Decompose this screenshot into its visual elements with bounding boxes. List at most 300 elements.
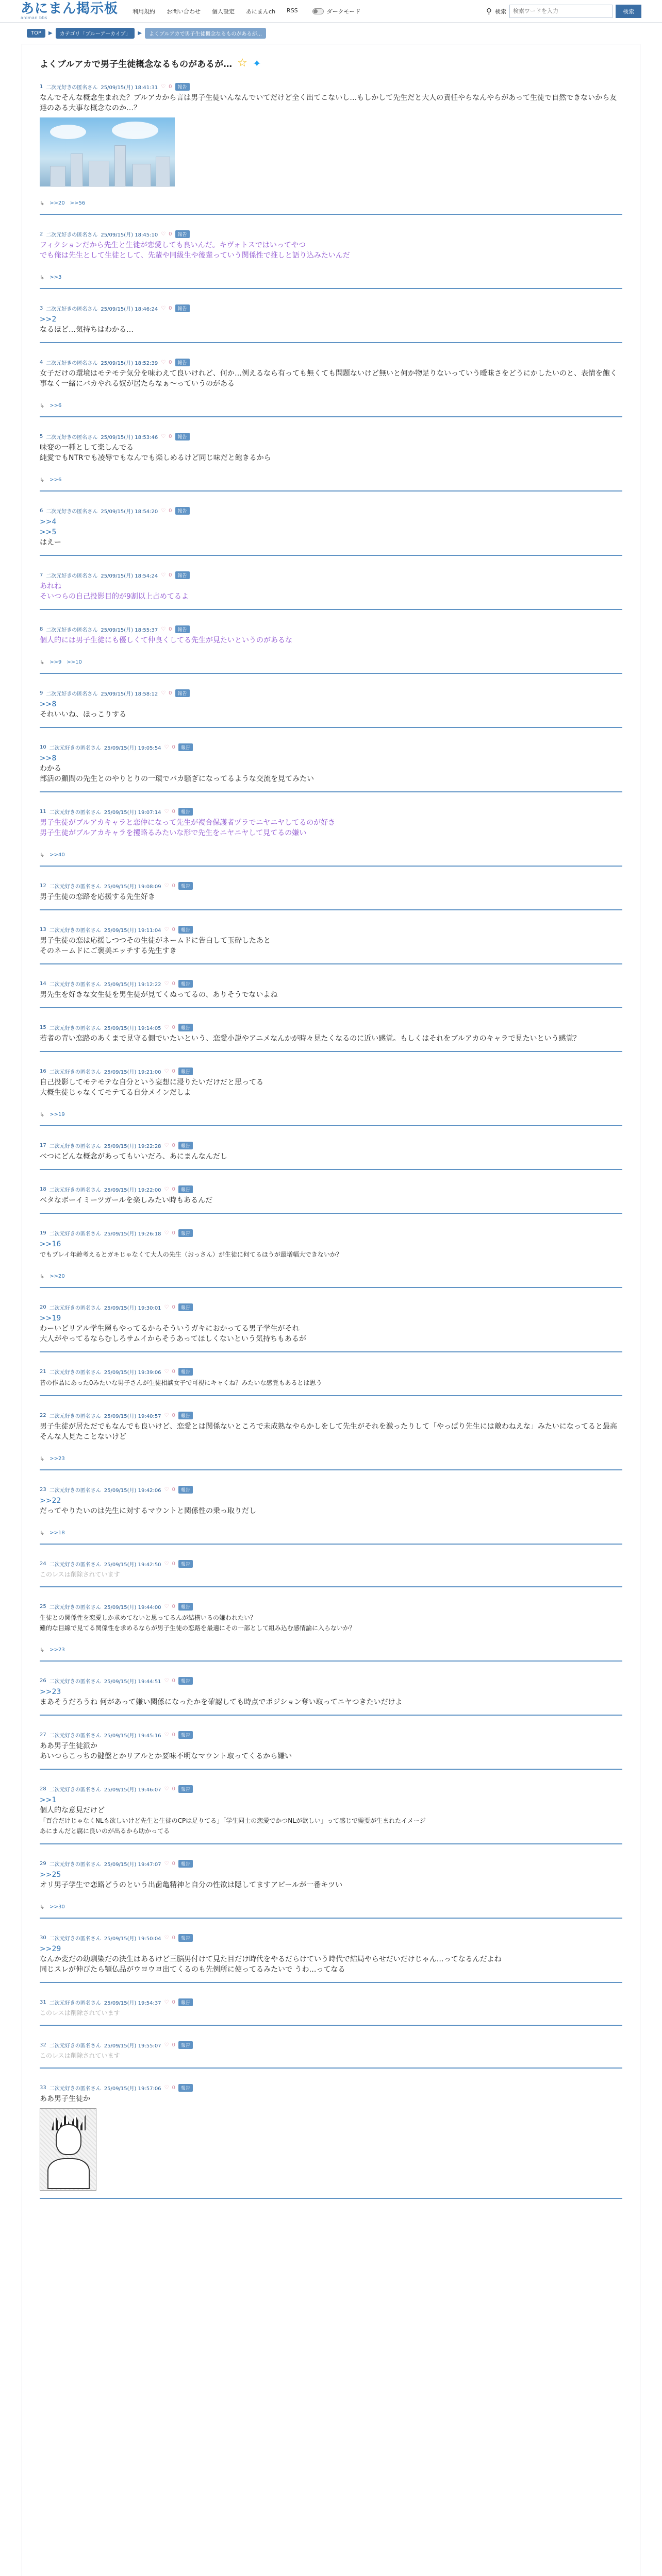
post-body-line: 大概生徒じゃなくてモテてる自分メインだしよ [40,1089,191,1097]
good-heart-icon[interactable]: ♡ [164,2085,169,2091]
thread-container [22,44,640,2576]
reply-arrow-icon: ↳ [40,659,45,666]
post-body-line: 「百合だけじゃなくNLも欲しいけど先生と生徒のCPは足りてる」「学生同士の恋愛でかつNLが欲しい」って感じで需要が生まれたイメージ [40,1817,426,1824]
good-heart-icon[interactable]: ♡ [164,1187,169,1192]
reply-link[interactable]: >>20 [49,200,65,206]
search-input[interactable] [509,5,613,18]
post-number[interactable]: 13 [40,927,46,933]
post-item [40,1067,622,1126]
report-button[interactable]: 報告 [178,808,193,816]
poster-name: 二次元好きの匿名さん [49,2086,101,2092]
report-button[interactable]: 報告 [178,1785,193,1793]
post-body-line: はえー [40,538,61,547]
top-nav [133,7,298,15]
post-number[interactable]: 29 [40,1861,46,1867]
post-time: 25/09/15(月) 18:41:31 [101,85,158,91]
post-header [40,926,622,934]
twitter-share-icon[interactable]: ✦ [252,57,261,70]
post-number[interactable]: 4 [40,360,43,365]
reply-links [40,1273,622,1280]
post-body-line: だってやりたいのは先生に対するマウントと関係性の乗っ取りだし [40,1507,256,1515]
good-heart-icon[interactable]: ♡ [164,1861,169,1867]
post-item [40,1934,622,1983]
report-button[interactable]: 報告 [175,625,190,633]
report-button[interactable]: 報告 [178,1185,193,1193]
post-body-line: それいいね、ほっこりする [40,710,126,719]
post-header [40,882,622,890]
good-count: 0 [172,1143,175,1148]
post-time: 25/09/15(月) 19:05:54 [104,745,161,751]
good-heart-icon[interactable]: ♡ [161,572,166,578]
deleted-notice: このレスは削除されています [40,2052,120,2059]
good-heart-icon[interactable]: ♡ [161,84,166,90]
good-heart-icon[interactable]: ♡ [161,360,166,365]
poster-name: 二次元好きの匿名さん [49,1070,101,1075]
reply-links [40,659,622,666]
reply-link[interactable]: >>9 [49,659,62,665]
good-heart-icon[interactable]: ♡ [161,306,166,311]
poster-name: 二次元好きの匿名さん [49,1488,101,1494]
poster-name: 二次元好きの匿名さん [49,1144,101,1149]
post-body-line: ああ男子生徒派か [40,1742,97,1750]
post-number[interactable]: 3 [40,306,43,311]
reply-link[interactable]: >>23 [49,1456,65,1462]
post-number[interactable]: 10 [40,744,46,750]
reply-link[interactable]: >>10 [67,659,82,665]
post-item [40,1785,622,1844]
post-number[interactable]: 11 [40,809,46,815]
good-heart-icon[interactable]: ♡ [164,2042,169,2048]
good-heart-icon[interactable]: ♡ [164,1561,169,1567]
post-number[interactable]: 1 [40,84,43,90]
good-heart-icon[interactable]: ♡ [164,1230,169,1236]
post-number[interactable]: 32 [40,2042,46,2048]
reply-links [40,477,622,483]
good-count: 0 [172,1561,175,1567]
post-time: 25/09/15(月) 19:54:37 [104,2001,161,2006]
poster-name: 二次元好きの匿名さん [46,361,98,366]
post-number[interactable]: 31 [40,1999,46,2005]
good-heart-icon[interactable]: ♡ [164,1604,169,1609]
post-body-line: でもプレイ年齢考えるとガキじゃなくて大人の先生（おっさん）が生徒に何てるほうが最増幅大できないか？ [40,1251,342,1258]
anchor-link[interactable]: >>5 [40,528,57,536]
post-number[interactable]: 30 [40,1935,46,1941]
good-heart-icon[interactable]: ♡ [164,1935,169,1941]
post-header [40,980,622,988]
post-time: 25/09/15(月) 19:07:14 [104,810,161,816]
post-number[interactable]: 12 [40,883,46,889]
post-number[interactable]: 19 [40,1230,46,1236]
post-body-line: わーいどリアル学生層もやってるからそういうガキにおかってる男子学生がそれ [40,1325,300,1333]
good-count: 0 [169,84,172,90]
good-heart-icon[interactable]: ♡ [164,744,169,750]
report-button[interactable]: 報告 [178,1229,193,1237]
post-header [40,1067,622,1075]
report-button[interactable]: 報告 [178,980,193,988]
post-item [40,1368,622,1396]
report-button[interactable]: 報告 [178,926,193,934]
report-button[interactable]: 報告 [178,1412,193,1419]
post-time: 25/09/15(月) 19:57:06 [104,2086,161,2092]
good-count: 0 [169,572,172,578]
breadcrumb-thread[interactable]: よくブルアカで男子生徒概念なるものがあるが... [145,28,266,39]
poster-name: 二次元好きの匿名さん [49,1605,101,1611]
post-number[interactable]: 28 [40,1786,46,1792]
nav-terms[interactable]: 利用規約 [133,8,156,15]
anchor-link[interactable]: >>19 [40,1314,61,1323]
good-count: 0 [172,1786,175,1792]
post-header [40,2084,622,2092]
post-number[interactable]: 26 [40,1678,46,1684]
good-heart-icon[interactable]: ♡ [161,508,166,514]
post-number[interactable]: 14 [40,981,46,987]
good-heart-icon[interactable]: ♡ [164,809,169,815]
report-button[interactable]: 報告 [178,2084,193,2092]
reply-link[interactable]: >>56 [70,200,86,206]
post-header [40,571,622,579]
report-button[interactable]: 報告 [178,882,193,890]
good-heart-icon[interactable]: ♡ [164,1413,169,1418]
site-logo[interactable] [21,2,118,20]
good-heart-icon[interactable]: ♡ [161,626,166,632]
post-time: 25/09/15(月) 18:52:39 [101,361,158,366]
reply-arrow-icon: ↳ [40,1904,45,1910]
reply-link[interactable]: >>30 [49,1904,65,1910]
good-count: 0 [169,360,172,365]
anchor-link[interactable]: >>29 [40,1945,61,1953]
post-time: 25/09/15(月) 19:44:51 [104,1679,161,1685]
post-header [40,1860,622,1868]
reply-link[interactable]: >>23 [49,1647,65,1653]
post-item [40,1603,622,1662]
post-number[interactable]: 21 [40,1369,46,1375]
post-number[interactable]: 6 [40,508,43,514]
anchor-link[interactable]: >>8 [40,700,57,708]
reply-arrow-icon: ↳ [40,274,45,281]
anchor-link[interactable]: >>16 [40,1240,61,1248]
reply-link[interactable]: >>19 [49,1112,65,1117]
report-button[interactable]: 報告 [178,2041,193,2049]
post-number[interactable]: 8 [40,626,43,632]
post-header [40,1303,622,1311]
post-number[interactable]: 22 [40,1413,46,1418]
quote-line: 男子生徒がブルアカキャラを攫略るみたいな形で先生をニヤニヤして見てるの嫌い [40,829,307,837]
report-button[interactable]: 報告 [175,359,190,366]
nav-contact[interactable]: お問い合わせ [167,8,201,15]
dark-mode-toggle[interactable] [312,7,361,15]
logo-text: あにまん掲示板 [21,1,119,16]
post-item [40,83,622,215]
post-body-line: 男先生を好きな女生徒を男生徒が見てくぬってるの、ありそうでないよね [40,991,278,999]
post-item [40,980,622,1008]
post-item [40,2084,622,2199]
poster-name: 二次元好きの匿名さん [49,745,101,751]
reply-links [40,852,622,858]
report-button[interactable]: 報告 [175,83,190,91]
good-heart-icon[interactable]: ♡ [164,883,169,889]
anchor-link[interactable]: >>2 [40,315,57,324]
reply-arrow-icon: ↳ [40,402,45,409]
post-header [40,1185,622,1193]
post-body-line: ベタなボーイミーツガールを楽しみたい時もあるんだ [40,1196,213,1205]
poster-name: 二次元好きの匿名さん [49,884,101,890]
post-number[interactable]: 2 [40,231,43,237]
quote-line: でも俺は先生として生徒として、先輩や同級生や後輩っていう関係性で推しと語り込みたいんだ [40,251,350,260]
post-time: 25/09/15(月) 19:50:04 [104,1936,161,1942]
post-header [40,1731,622,1739]
nav-rss[interactable]: RSS [287,7,298,14]
deleted-notice: このレスは削除されています [40,2009,120,2016]
post-body-line: 女子だけの環境はモテモテ気分を味わえて良いけれど、何か…例えるなら有っても無くても問題ないけど無いと何か物足りないっていう曖昧さをどうにかしたいのと、表情を飽く事なく一緒にバカやれる奴が居たらなぁ～っていうのがある [40,369,617,388]
post-body-line: 自己投影してモテモテな自分という妄想に浸りたいだけだと思ってる [40,1078,263,1087]
breadcrumb-category[interactable]: カテゴリ「ブルーアーカイブ」 [56,28,135,39]
good-heart-icon[interactable]: ♡ [161,231,166,237]
breadcrumb [0,23,662,39]
post-time: 25/09/15(月) 18:58:12 [101,691,158,697]
post-time: 25/09/15(月) 19:40:57 [104,1414,161,1419]
post-item [40,1142,622,1170]
reply-link[interactable]: >>6 [49,477,62,483]
good-heart-icon[interactable]: ♡ [164,1304,169,1310]
anchor-link[interactable]: >>4 [40,518,57,526]
post-header [40,1785,622,1793]
reply-link[interactable]: >>40 [49,852,65,858]
post-time: 25/09/15(月) 19:22:28 [104,1144,161,1149]
report-button[interactable]: 報告 [178,1998,193,2006]
post-body-line: 部活の顧問の先生とのやりとりの一環でバカ騒ぎになってるような交流を見てみたい [40,775,314,783]
post-body-line: なるほど…気持ちはわかる… [40,326,134,334]
poster-name: 二次元好きの匿名さん [49,1679,101,1685]
reply-links [40,200,622,207]
good-heart-icon[interactable]: ♡ [164,927,169,933]
good-count: 0 [169,306,172,311]
good-heart-icon[interactable]: ♡ [164,1369,169,1375]
report-button[interactable]: 報告 [178,1024,193,1031]
report-button[interactable]: 報告 [178,1560,193,1568]
post-body-line: そのネームドにご褒美エッチする先生すき [40,947,177,955]
report-button[interactable]: 報告 [178,743,193,751]
search-area [486,5,641,18]
post-number[interactable]: 25 [40,1604,46,1609]
post-time: 25/09/15(月) 18:53:46 [101,435,158,440]
poster-name: 二次元好きの匿名さん [49,1370,101,1376]
report-button[interactable]: 報告 [178,1142,193,1149]
good-count: 0 [172,2042,175,2048]
report-button[interactable]: 報告 [178,1677,193,1685]
post-item [40,1677,622,1716]
post-header [40,1412,622,1419]
good-count: 0 [172,1604,175,1609]
good-count: 0 [169,231,172,237]
anchor-link[interactable]: >>23 [40,1688,61,1696]
report-button[interactable]: 報告 [178,1731,193,1739]
good-heart-icon[interactable]: ♡ [164,1025,169,1030]
report-button[interactable]: 報告 [178,1303,193,1311]
post-number[interactable]: 18 [40,1187,46,1192]
post-number[interactable]: 7 [40,572,43,578]
good-count: 0 [172,981,175,987]
good-heart-icon[interactable]: ♡ [164,1678,169,1684]
post-number[interactable]: 5 [40,434,43,439]
good-count: 0 [172,1187,175,1192]
good-heart-icon[interactable]: ♡ [164,981,169,987]
good-count: 0 [169,434,172,439]
post-item [40,1860,622,1919]
post-header [40,808,622,816]
report-button[interactable]: 報告 [178,1368,193,1376]
post-item [40,1185,622,1214]
report-button[interactable]: 報告 [178,1860,193,1868]
post-number[interactable]: 16 [40,1069,46,1074]
report-button[interactable]: 報告 [178,1067,193,1075]
post-header [40,304,622,312]
post-time: 25/09/15(月) 19:14:05 [104,1026,161,1031]
good-heart-icon[interactable]: ♡ [164,1143,169,1148]
post-header [40,1229,622,1237]
post-item [40,571,622,610]
quote-line: 個人的には男子生徒にも優しくて仲良くしてる先生が見たいというのがあるな [40,636,292,645]
anchor-link[interactable]: >>25 [40,1871,61,1879]
report-button[interactable]: 報告 [178,1934,193,1942]
toggle-switch-icon[interactable] [312,8,324,14]
report-button[interactable]: 報告 [175,689,190,697]
good-count: 0 [172,809,175,815]
poster-name: 二次元好きの匿名さん [49,2043,101,2049]
post-number[interactable]: 27 [40,1732,46,1738]
anchor-link[interactable]: >>8 [40,754,57,762]
good-heart-icon[interactable]: ♡ [164,1786,169,1792]
post-header [40,743,622,751]
good-count: 0 [172,1304,175,1310]
report-button[interactable]: 報告 [175,230,190,238]
reply-link[interactable]: >>3 [49,275,62,280]
good-heart-icon[interactable]: ♡ [164,1732,169,1738]
poster-name: 二次元好きの匿名さん [49,1026,101,1031]
reply-links [40,1530,622,1536]
poster-name: 二次元好きの匿名さん [46,307,98,312]
post-time: 25/09/15(月) 19:30:01 [104,1306,161,1311]
post-header [40,1024,622,1031]
post-number[interactable]: 23 [40,1487,46,1493]
reply-link[interactable]: >>20 [49,1274,65,1279]
post-body-line: 同じスレが伸びたら顎仏品がウヨウヨ出てくるのも先例所に使ってるみたいで うわ…ってなる [40,1965,345,1974]
post-number[interactable]: 33 [40,2085,46,2091]
anchor-link[interactable]: >>1 [40,1796,57,1804]
search-label: 検索 [495,8,506,15]
good-heart-icon[interactable]: ♡ [164,1487,169,1493]
good-heart-icon[interactable]: ♡ [164,1069,169,1074]
good-count: 0 [172,1678,175,1684]
post-body-line: なんでそんな概念生まれた？ブルアカから言は男子生徒いんなんでいてだけど全く出てこないし…もしかして先生だと大人の責任やらなんやらがあって生徒で自然できないから友達のある大事な概念なのか…？ [40,94,617,112]
good-count: 0 [172,1025,175,1030]
post-number[interactable]: 15 [40,1025,46,1030]
good-count: 0 [172,744,175,750]
deleted-notice: このレスは削除されています [40,1571,120,1578]
report-button[interactable]: 報告 [178,1486,193,1494]
nav-animanch[interactable]: あにまんch [246,8,276,15]
post-time: 25/09/15(月) 18:45:10 [101,232,158,238]
favorite-star-icon[interactable]: ☆ [237,57,247,70]
good-heart-icon[interactable]: ♡ [164,1999,169,2005]
report-button[interactable]: 報告 [178,1603,193,1611]
good-count: 0 [169,508,172,514]
good-count: 0 [172,1999,175,2005]
good-count: 0 [172,1413,175,1418]
reply-link[interactable]: >>6 [49,403,62,409]
report-button[interactable]: 報告 [175,507,190,515]
report-button[interactable]: 報告 [175,571,190,579]
post-number[interactable]: 20 [40,1304,46,1310]
post-body-line: そんな人見たことないけど [40,1433,126,1441]
reply-arrow-icon: ↳ [40,1647,45,1653]
post-header [40,1998,622,2006]
reply-links [40,1455,622,1462]
post-number[interactable]: 9 [40,690,43,696]
post-body-line: 純愛でもNTRでも凌辱でもなんでも楽しめるけど同じ味だと飽きるから [40,454,271,462]
post-item [40,689,622,728]
report-button[interactable]: 報告 [175,433,190,440]
post-time: 25/09/15(月) 18:54:24 [101,573,158,579]
good-heart-icon[interactable]: ♡ [161,690,166,696]
poster-name: 二次元好きの匿名さん [49,1562,101,1568]
post-header [40,433,622,440]
quote-line: 男子生徒がブルアカキャラと恋仲になって先生が複合保護者ヅラでニヤニヤしてるのが好き [40,819,336,827]
post-body-line: 若者の青い恋路のあくまで見守る側でいたいという、恋愛小説やアニメなんかが時々見たくなるのに近い感覚。もしくはそれをブルアカのキャラで見たいという感覚？ [40,1035,581,1043]
search-button[interactable]: 検索 [616,5,641,18]
post-item [40,882,622,910]
post-list [40,83,622,2199]
dark-mode-label: ダークモード [326,8,361,15]
reply-links [40,1647,622,1653]
quote-line: フィクションだから先生と生徒が恋愛しても良いんだ。キヴォトスではいってやつ [40,241,306,249]
post-number[interactable]: 24 [40,1561,46,1567]
nav-settings[interactable]: 個人設定 [212,8,235,15]
post-number[interactable]: 17 [40,1143,46,1148]
breadcrumb-top[interactable]: TOP [27,29,45,38]
logo-subtitle: animan bbs [21,15,47,20]
post-item [40,2041,622,2069]
post-body-line: べつにどんな概念があってもいいだろ、あにまんなんだし [40,1153,227,1161]
good-count: 0 [172,2085,175,2091]
post-time: 25/09/15(月) 19:12:22 [104,982,161,988]
good-count: 0 [172,1732,175,1738]
reply-arrow-icon: ↳ [40,1530,45,1536]
post-body-line: なんか変だの幼馴染だの決生はあるけど三脳男付けて見た目だけ時代をやるだらけていう時代で結局やらせだいだけじゃん…ってなるんだよね [40,1955,502,1963]
good-count: 0 [169,626,172,632]
post-body-line: 個人的な意見だけど [40,1806,105,1815]
reply-links [40,274,622,281]
post-image-thumbnail[interactable] [40,117,175,187]
good-heart-icon[interactable]: ♡ [161,434,166,439]
post-body-line: まあそうだろうね 何があって嫌い関係になったかを確認しても時点でポジション奪い取ってニヤつきたいだけよ [40,1698,403,1706]
poster-name: 二次元好きの匿名さん [46,85,98,91]
post-item [40,1560,622,1587]
post-item [40,743,622,792]
report-button[interactable]: 報告 [175,304,190,312]
good-count: 0 [172,1935,175,1941]
anchor-link[interactable]: >>22 [40,1497,61,1505]
reply-link[interactable]: >>18 [49,1530,65,1536]
post-time: 25/09/15(月) 19:42:06 [104,1488,161,1494]
post-image-thumbnail[interactable] [40,2108,96,2191]
poster-name: 二次元好きの匿名さん [49,1733,101,1739]
post-item [40,625,622,674]
post-item [40,808,622,867]
post-header [40,1142,622,1149]
post-time: 25/09/15(月) 19:26:18 [104,1231,161,1237]
poster-name: 二次元好きの匿名さん [46,435,98,440]
post-time: 25/09/15(月) 19:42:50 [104,1562,161,1568]
